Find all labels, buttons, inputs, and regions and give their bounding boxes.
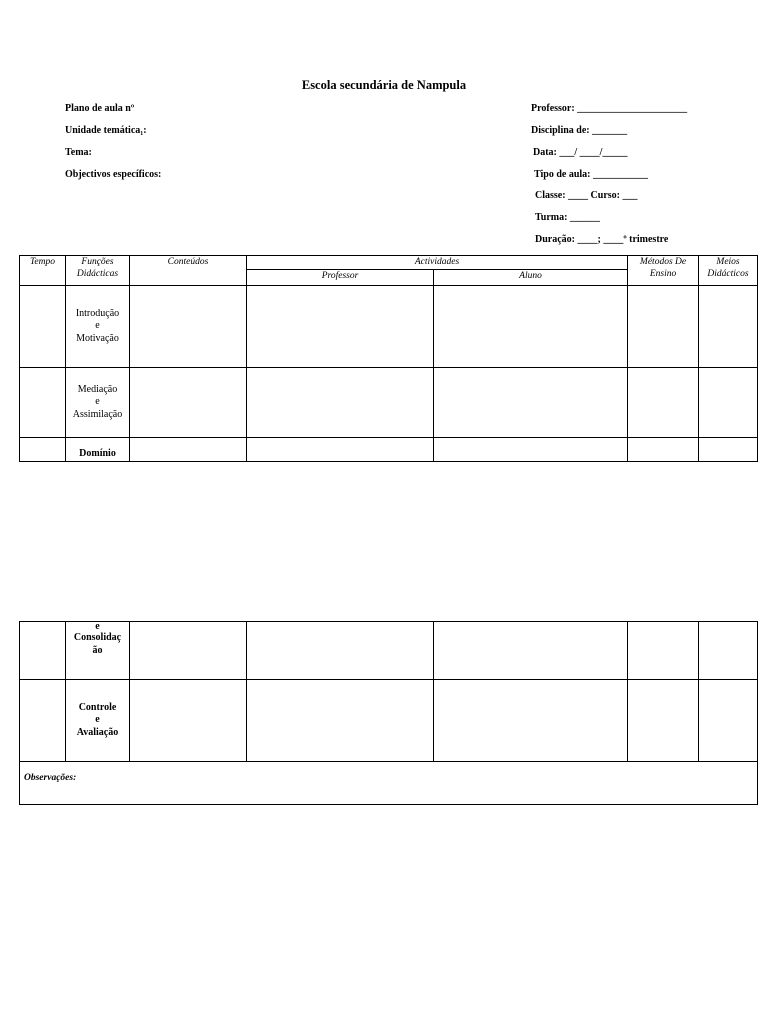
header-aluno: Aluno xyxy=(434,270,628,286)
table-row xyxy=(20,438,758,462)
thematic-unit-label: Unidade temática₁: xyxy=(65,125,147,136)
table-row xyxy=(20,286,758,368)
table-row xyxy=(20,680,758,762)
date-field: Data: ___/ ____/_____ xyxy=(533,147,628,158)
observations-label: Observações: xyxy=(20,762,758,805)
function-controle: Controle e Avaliação xyxy=(66,680,130,762)
header-tempo: Tempo xyxy=(20,256,66,286)
specific-objectives-label: Objectivos específicos: xyxy=(65,169,162,180)
function-mediacao: Mediação e Assimilação xyxy=(66,368,130,438)
header-professor: Professor xyxy=(247,270,434,286)
header-meios-didacticos: Meios Didácticos xyxy=(699,256,758,286)
table-row xyxy=(20,368,758,438)
teacher-field: Professor: ______________________ xyxy=(531,103,688,114)
header-metodos-ensino: Métodos De Ensino xyxy=(628,256,699,286)
class-course-field: Classe: ____ Curso: ___ xyxy=(535,190,638,201)
lesson-plan-table xyxy=(19,255,758,462)
school-title: Escola secundária de Nampula xyxy=(301,78,467,92)
lesson-plan-table-continued xyxy=(19,621,758,805)
function-introducao: Introdução e Motivação xyxy=(66,286,130,368)
header-funcoes-didacticas: Funções Didácticas xyxy=(66,256,130,286)
subject-field: Disciplina de: _______ xyxy=(531,125,628,136)
plan-number-label: Plano de aula nº xyxy=(65,103,135,114)
header-conteudos: Conteúdos xyxy=(130,256,247,286)
lesson-type-field: Tipo de aula: ___________ xyxy=(534,169,648,180)
table-row xyxy=(20,762,758,805)
header-actividades: Actividades xyxy=(247,256,628,270)
group-field: Turma: ______ xyxy=(535,212,600,223)
table-row xyxy=(20,622,758,680)
duration-trimester-field: Duração: ____; ____º trimestre xyxy=(535,234,669,245)
function-dominio: Domínio xyxy=(66,438,130,462)
theme-label: Tema: xyxy=(65,147,92,158)
function-consolidacao: e Consolidaç ão xyxy=(66,622,130,680)
